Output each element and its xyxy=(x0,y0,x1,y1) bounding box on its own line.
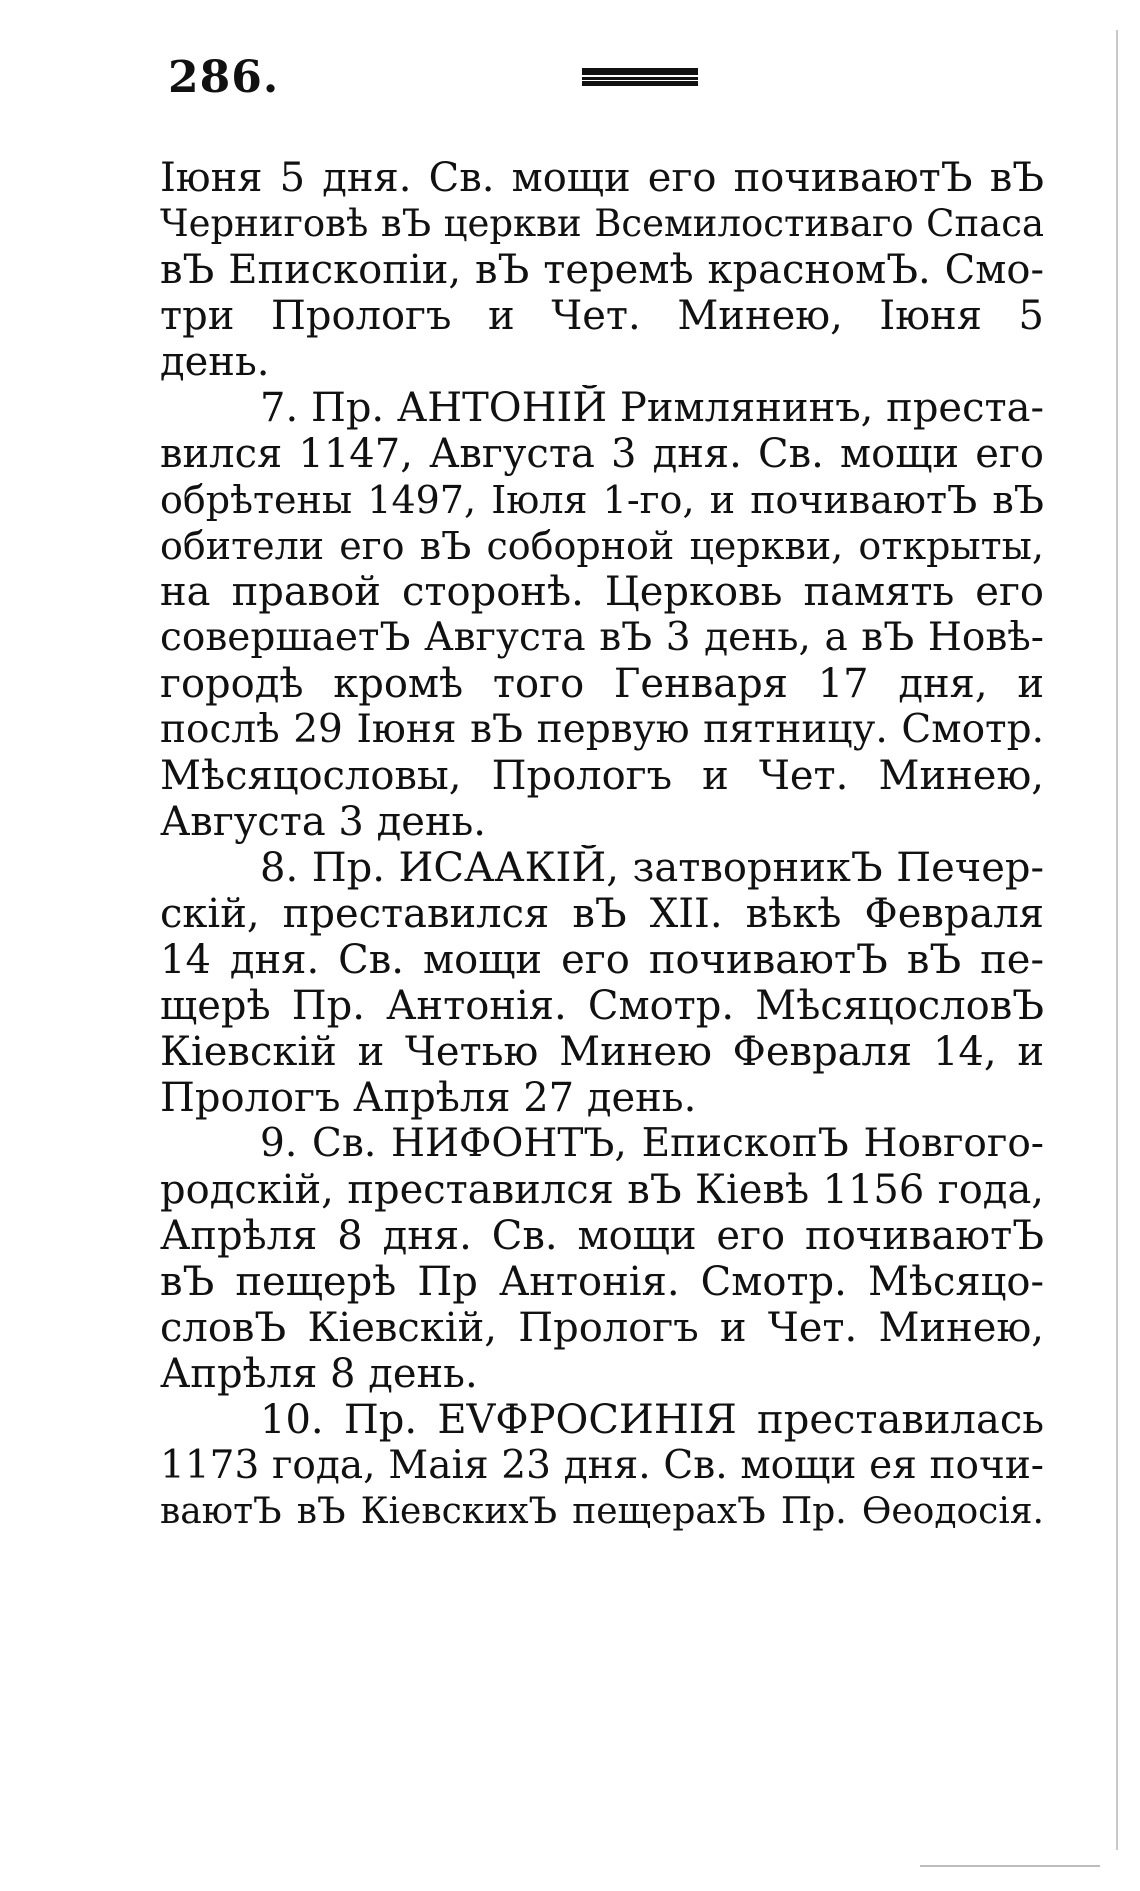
text-line xyxy=(160,569,1044,615)
text-line-content: обители его вЪ соборной церкви, открыты, xyxy=(160,524,1044,568)
text-line-content: скій, преставился вЪ XII. вѣкѣ Февраля xyxy=(160,891,1044,937)
text-line xyxy=(160,1075,1044,1121)
text-line-content: Августа 3 день. xyxy=(160,799,487,845)
text-line-content: на правой сторонѣ. Церковь память его xyxy=(160,569,1044,615)
text-line-content: щерѣ Пр. Антонія. Смотр. МѣсяцословЪ xyxy=(160,983,1044,1029)
text-line-content: Мѣсяцословы, Прологъ и Чет. Минею, xyxy=(160,753,1044,799)
text-line-content: вился 1147, Августа 3 дня. Св. мощи его xyxy=(160,431,1044,477)
rule-bar xyxy=(582,81,698,86)
text-line-content: обрѣтены 1497, Іюля 1-го, и почиваютЪ вЪ xyxy=(160,478,1044,522)
text-line xyxy=(160,477,1044,523)
text-line xyxy=(160,1443,1044,1489)
text-line xyxy=(160,753,1044,799)
text-line-content: 7. Пр. АНТОНІЙ Римлянинъ, преста- xyxy=(260,385,1044,431)
text-line-content: Іюня 5 дня. Св. мощи его почиваютЪ вЪ xyxy=(160,155,1044,201)
text-line-content: 9. Св. НИФОНТЪ, ЕпископЪ Новгого- xyxy=(260,1121,1044,1166)
text-line xyxy=(160,707,1044,753)
text-line xyxy=(160,1351,1044,1397)
text-line xyxy=(160,799,1044,845)
text-line-content: послѣ 29 Іюня вЪ первую пятницу. Смотр. xyxy=(160,707,1044,752)
text-line-content: ваютЪ вЪ КіевскихЪ пещерахЪ Пр. Ѳеодосія. xyxy=(160,1491,1044,1532)
entry-start-line xyxy=(160,1121,1044,1167)
text-line xyxy=(160,615,1044,661)
text-line xyxy=(160,293,1044,339)
text-line-content: 10. Пр. ЕVФРОСИНІЯ преставилась xyxy=(260,1397,1044,1443)
entry-start-line xyxy=(160,1397,1044,1443)
text-line-content: Апрѣля 8 день. xyxy=(160,1351,478,1397)
text-line-content: день. xyxy=(160,339,270,385)
page-edge-line xyxy=(1116,30,1118,1850)
text-line-content: 8. Пр. ИСААКІЙ, затворникЪ Печер- xyxy=(260,845,1044,891)
text-line-content: Прологъ Апрѣля 27 день. xyxy=(160,1075,697,1121)
text-line-content: родскій, преставился вЪ Кіевѣ 1156 года, xyxy=(160,1167,1044,1213)
entry-start-line xyxy=(160,385,1044,431)
text-line xyxy=(160,523,1044,569)
text-line-content: 14 дня. Св. мощи его почиваютЪ вЪ пе- xyxy=(160,937,1044,983)
text-line-content: Черниговѣ вЪ церкви Всемилостиваго Спаса xyxy=(160,202,1044,245)
text-line xyxy=(160,983,1044,1029)
text-line xyxy=(160,431,1044,477)
text-line-content: Кіевскій и Четью Минею Февраля 14, и xyxy=(160,1029,1044,1075)
text-line xyxy=(160,155,1044,201)
text-line xyxy=(160,201,1044,247)
rule-bar xyxy=(582,68,698,75)
page-number: 286. xyxy=(168,52,280,103)
text-line-content: Апрѣля 8 дня. Св. мощи его почиваютЪ xyxy=(160,1213,1044,1259)
text-line xyxy=(160,1489,1044,1535)
text-line xyxy=(160,1213,1044,1259)
text-line xyxy=(160,1305,1044,1351)
header-ornament-rule xyxy=(582,68,698,86)
text-line-content: вЪ Епископіи, вЪ теремѣ красномЪ. Смо- xyxy=(160,247,1044,293)
text-line xyxy=(160,1029,1044,1075)
text-line-content: городѣ кромѣ того Генваря 17 дня, и xyxy=(160,661,1044,707)
text-line xyxy=(160,339,1044,385)
text-line xyxy=(160,661,1044,707)
text-line-content: 1173 года, Маія 23 дня. Св. мощи ея почи- xyxy=(160,1443,1044,1488)
text-line xyxy=(160,1259,1044,1305)
text-line-content: совершаетЪ Августа вЪ 3 день, а вЪ Новѣ- xyxy=(160,615,1044,660)
text-line-content: три Прологъ и Чет. Минею, Іюня 5 xyxy=(160,293,1044,339)
text-line xyxy=(160,247,1044,293)
scan-corner-line xyxy=(920,1865,1100,1867)
text-line-content: словЪ Кіевскій, Прологъ и Чет. Минею, xyxy=(160,1305,1044,1351)
text-line xyxy=(160,1167,1044,1213)
rule-bar xyxy=(582,77,698,80)
entry-start-line xyxy=(160,845,1044,891)
text-line xyxy=(160,891,1044,937)
text-line-content: вЪ пещерѣ Пр Антонія. Смотр. Мѣсяцо- xyxy=(160,1259,1044,1305)
body-text xyxy=(160,155,1044,1535)
text-line xyxy=(160,937,1044,983)
